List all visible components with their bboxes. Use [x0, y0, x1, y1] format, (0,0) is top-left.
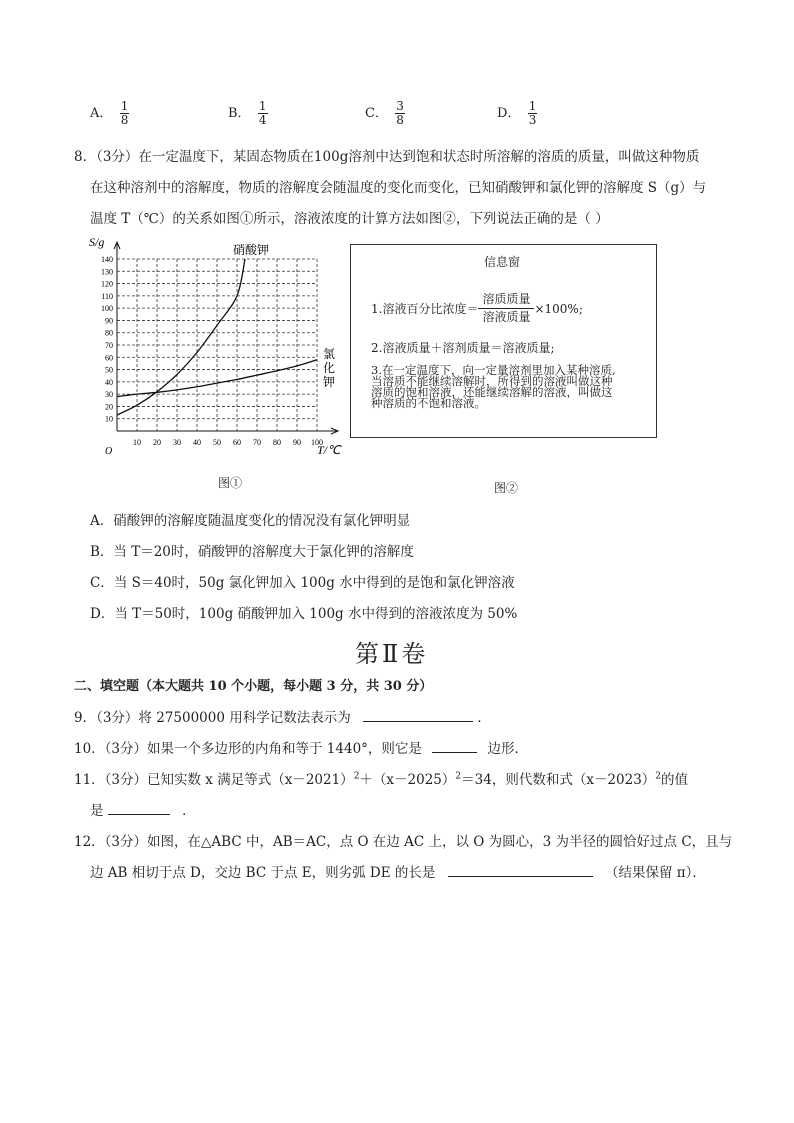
series-label-kcl-3: 钾 [323, 375, 336, 389]
y-tick-label: 130 [101, 267, 113, 277]
fig1-caption: 图① [218, 476, 243, 490]
q8-option-d: D．当 T＝50时，100g 硝酸钾加入 100g 水中得到的溶液浓度为 50% [90, 606, 518, 622]
fraction: $\frac{1}{3}$ [528, 99, 537, 127]
y-axis-label: S/g [89, 235, 105, 249]
y-tick-label: 10 [105, 414, 113, 424]
q11-line2: 是 ． [90, 799, 196, 819]
fraction: $\frac{1}{8}$ [120, 99, 129, 127]
answer-blank[interactable] [363, 707, 473, 722]
info-window [350, 244, 657, 438]
fraction: $\frac{1}{4}$ [258, 99, 267, 127]
answer-blank[interactable] [448, 862, 593, 877]
y-tick-label: 80 [105, 328, 113, 338]
fig2-caption: 图② [494, 481, 519, 495]
x-tick-label: 80 [273, 438, 281, 447]
q12-line1: 12．（3分）如图，在△ABC 中，AB＝AC，点 O 在边 AC 上，以 O 为圆心，3 为半径的圆恰好过点 C，且与 [74, 834, 733, 850]
chart-axes [114, 242, 338, 434]
x-tick-label: 60 [233, 438, 241, 447]
y-tick-label: 90 [105, 316, 113, 326]
info-title: 信息窗 [484, 255, 521, 269]
q7-option-d: D． $\frac{1}{3}$ [497, 99, 537, 127]
series-label-kno3: 硝酸钾 [233, 243, 270, 257]
y-tick-label: 50 [105, 365, 113, 375]
q7-option-a: A． $\frac{1}{8}$ [90, 99, 129, 127]
y-tick-label: 40 [105, 377, 113, 387]
info-item-2: 2.溶液质量＋溶剂质量＝溶液质量; [371, 341, 555, 355]
series-label-kcl-2: 化 [323, 361, 336, 375]
x-tick-label: 20 [153, 438, 161, 447]
q11-line1: 11．（3分）已知实数 x 满足等式$(x-2021)^2+(x-2025)^2=34$，则代数和式$(x-2023)^2$的值 [74, 771, 689, 788]
info-item-1: 1.溶液百分比浓度＝ $\frac{\text{溶质质量}}{\text{溶液质量}}$ ×100%; [371, 292, 583, 324]
section-subtitle: 二、填空题（本大题共 10 个小题，每小题 3 分，共 30 分） [74, 679, 433, 694]
concentration-fraction: $\frac{\text{溶质质量}}{\text{溶液质量}}$ [478, 291, 534, 326]
q8-line2: 在这种溶剂中的溶解度，物质的溶解度会随温度的变化而变化，已知硝酸钾和氯化钾的溶解度 S（g）与 [90, 180, 707, 196]
q7-option-c: C． $\frac{3}{8}$ [365, 99, 404, 127]
y-tick-label: 60 [105, 353, 113, 363]
section-title: 第Ⅱ卷 [355, 640, 429, 668]
y-tick-label: 70 [105, 341, 113, 350]
info-item-3: 3.在一定温度下，向一定量溶剂里加入某种溶质, 当溶质不能继续溶解时，所得到的溶液叫做这种 溶质的饱和溶液，还能继续溶解的溶液，叫做这 种溶质的不饱和溶液。 [371, 363, 616, 410]
y-tick-label: 140 [101, 255, 113, 264]
y-tick-label: 20 [105, 402, 113, 412]
x-tick-label: 40 [193, 438, 201, 447]
origin-label: O [105, 446, 113, 457]
q8-option-a: A．硝酸钾的溶解度随温度变化的情况没有氯化钾明显 [90, 513, 411, 529]
y-tick-label: 30 [105, 390, 113, 400]
x-tick-label: 70 [253, 438, 261, 447]
series-kno3-line [117, 259, 245, 415]
y-tick-label: 100 [101, 304, 113, 314]
q8-line1: 8．（3分）在一定温度下，某固态物质在100g溶剂中达到饱和状态时所溶解的溶质的质量，叫做这种物质 [74, 149, 700, 165]
q12-line2: 边 AB 相切于点 D，交边 BC 于点 E，则劣弧 DE 的长是 （结果保留 π）． [90, 861, 706, 881]
x-tick-label: 10 [133, 438, 141, 447]
answer-blank[interactable] [108, 800, 170, 815]
x-tick-label: 50 [213, 438, 221, 447]
x-axis-label: T/℃ [317, 443, 341, 457]
q10: 10．（3分）如果一个多边形的内角和等于 1440°，则它是 边形． [74, 737, 528, 757]
q7-option-b: B． $\frac{1}{4}$ [228, 99, 267, 127]
x-tick-label: 100 [311, 438, 323, 447]
fraction: $\frac{3}{8}$ [396, 99, 404, 127]
q8-line3: 温度 T（℃）的关系如图①所示，溶液浓度的计算方法如图②，下列说法正确的是（ ） [90, 211, 609, 227]
x-tick-label: 90 [293, 438, 301, 447]
q8-option-c: C．当 S＝40时，50g 氯化钾加入 100g 水中得到的是饱和氯化钾溶液 [90, 575, 515, 591]
answer-blank[interactable] [432, 738, 477, 753]
q9: 9．（3分）将 27500000 用科学记数法表示为 ． [74, 706, 491, 726]
solubility-chart [85, 232, 365, 472]
chart-grid [117, 259, 317, 431]
y-tick-label: 120 [101, 279, 113, 289]
series-label-kcl-1: 氯 [323, 347, 336, 361]
x-tick-label: 30 [173, 438, 181, 447]
y-tick-label: 110 [101, 291, 113, 301]
q8-option-b: B．当 T＝20时，硝酸钾的溶解度大于氯化钾的溶解度 [90, 544, 414, 560]
